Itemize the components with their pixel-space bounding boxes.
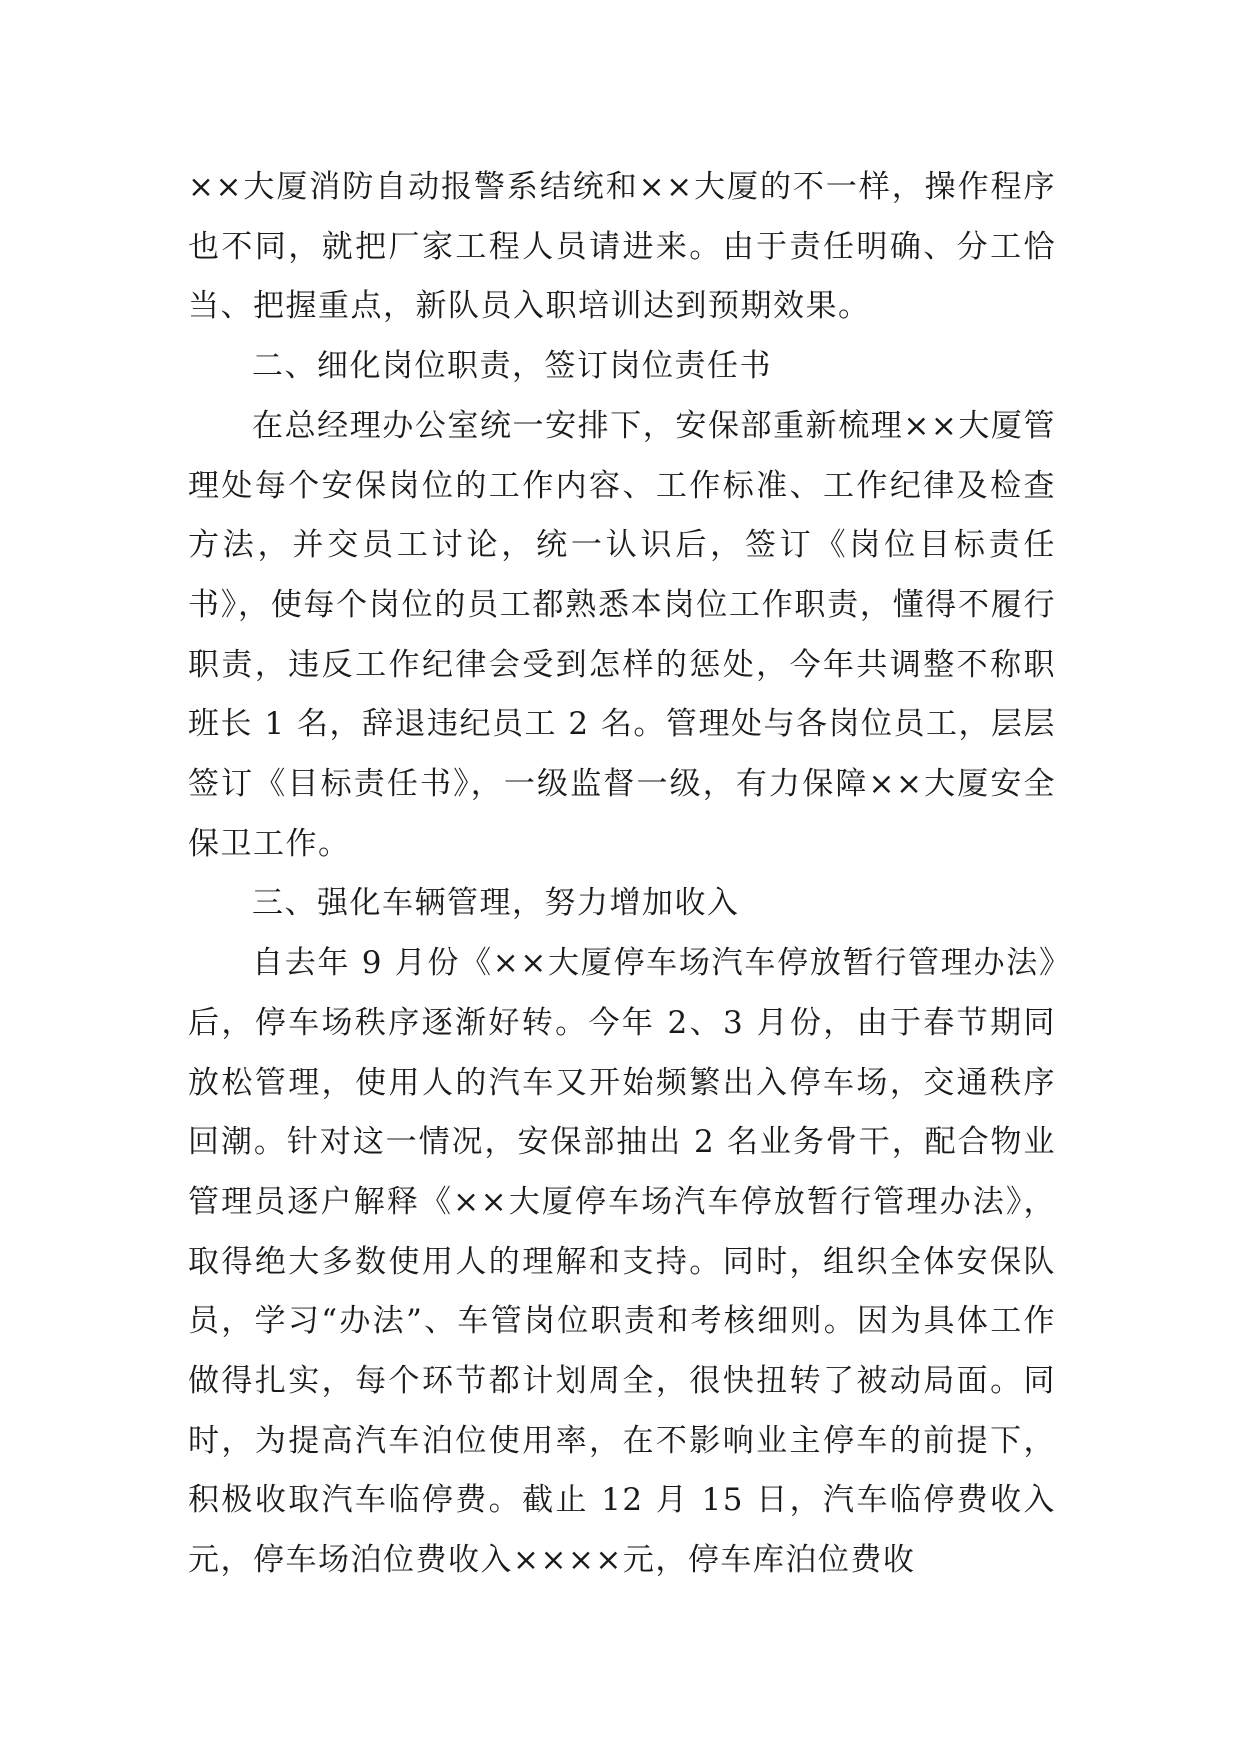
document-body	[188, 158, 1056, 1591]
paragraph-vehicle-management: 自去年 9 月份《××大厦停车场汽车停放暂行管理办法》后，停车场秩序逐渐好转。今年 2、3 月份，由于春节期同放松管理，使用人的汽车又开始频繁出入停车场，交通秩序回潮。针对这一情况，安保部抽出 2 名业务骨干，配合物业管理员逐户解释《××大厦停车场汽车停放暂行管理办法》，取得绝大多数使用人的理解和支持。同时，组织全体安保队员，学习“办法”、车管岗位职责和考核细则。因为具体工作做得扎实，每个环节都计划周全，很快扭转了被动局面。同时，为提高汽车泊位使用率，在不影响业主停车的前提下，积极收取汽车临停费。截止 12 月 15 日，汽车临停费收入元，停车场泊位费收入××××元，停车库泊位费收	[188, 945, 1056, 1579]
section-heading-2: 二、细化岗位职责，签订岗位责任书	[252, 348, 772, 385]
paragraph-job-responsibilities: 在总经理办公室统一安排下，安保部重新梳理××大厦管理处每个安保岗位的工作内容、工作标准、工作纪律及检查方法，并交员工讨论，统一认识后，签订《岗位目标责任书》，使每个岗位的员工都熟悉本岗位工作职责，懂得不履行职责，违反工作纪律会受到怎样的惩处，今年共调整不称职班长 1 名，辞退违纪员工 2 名。管理处与各岗位员工，层层签订《目标责任书》，一级监督一级，有力保障××大厦安全保卫工作。	[188, 407, 1056, 862]
paragraph-continued: ××大厦消防自动报警系结统和××大厦的不一样，操作程序也不同，就把厂家工程人员请进来。由于责任明确、分工恰当、把握重点，新队员入职培训达到预期效果。	[188, 169, 1056, 325]
section-heading-3: 三、强化车辆管理，努力增加收入	[252, 885, 740, 922]
